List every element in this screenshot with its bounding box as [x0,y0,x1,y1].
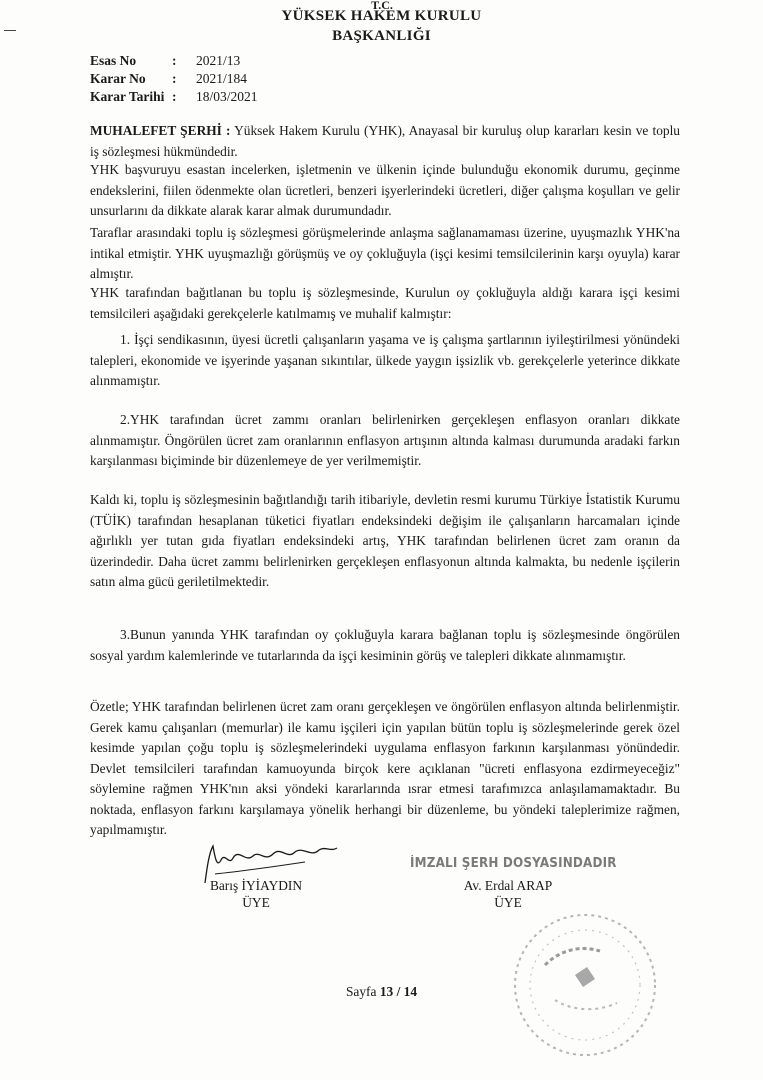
dissent-heading: MUHALEFET ŞERHİ : [90,123,231,138]
paragraph-evaluation: YHK başvuruyu esastan incelerken, işletmenin ve ülkenin içinde bulunduğu ekonomik durumu, geçinme endekslerini, fiilen ödenmekte olan ücretleri, benzeri işyerlerindeki ücretleri, diğer çalışma koşulları ve gelir unsurlarını da dikkate alarak karar almak durumundadır. [90,162,680,218]
meta-separator: : [172,53,177,68]
signatory-role: ÜYE [242,895,270,910]
page-number: 13 / 14 [379,984,418,999]
meta-label: Esas No [90,53,137,68]
signatory-name: Barış İYİAYDIN [209,878,303,893]
signature-block-1 [196,877,316,911]
meta-separator: : [172,71,177,86]
list-item-1: 1. İşçi sendikasının, üyesi ücretli çalışanların yaşama ve iş çalışma şartlarının iyileştirilmesi yönündeki talepleri, ekonomide ve işyerinde yaşanan sıkıntılar, ülkede yaygın işsizlik vb. gerekçelerle yeterince dikkate alınmamıştır. [90,332,680,388]
paragraph-objection: YHK tarafından bağıtlanan bu toplu iş sözleşmesinde, Kurulun oy çokluğuyla aldığı karara işçi kesimi temsilcileri aşağıdaki gerekçelerle katılmamış ve muhalif kalmıştır: [90,285,680,321]
page-label: Sayfa [345,984,377,999]
paragraph-summary: Özetle; YHK tarafından belirlenen ücret zam oranı gerçekleşen ve öngörülen enflasyon altında belirlenmiştir. Gerek kamu çalışanları (memurlar) ile kamu işçileri için yapılan bütün toplu iş sözleşmelerinde gerek özel kesimde yapılan çoğu toplu iş sözleşmelerindeki uygulama enflasyon farkının karşılanması yönündedir. Devlet temsilcileri tarafından kamuoyunda birçok kere açıklanan "ücreti enflasyona ezdirmeyeceğiz" söylemine rağmen YHK'nın aksi yöndeki kararlarında ısrar etmesi tarafımızca anlaşılamamaktadır. Bu noktada, enflasyon farkını karşılamaya yönelik herhangi bir düzenleme, bu yöndeki taleplerimize rağmen, yapılmamıştır. [90,699,680,837]
paragraph-inflation: Kaldı ki, toplu iş sözleşmesinin bağıtlandığı tarih itibariyle, devletin resmi kurumu Türkiye İstatistik Kurumu (TÜİK) tarafından hesaplanan tüketici fiyatları endeksindeki değişim ile çalışanların harcamaları içinde ağırlıklı yer tutan gıda fiyatları endeksindeki artış, YHK tarafından belirlenen ücret zam oranın da üzerindedir. Daha ücret zammı belirlenirken gerçekleşen enflasyonun altında kalmakta, bu nedenle işçilerin satın alma gücü geriletilmektedir. [90,492,680,589]
dissent-intro-text: Yüksek Hakem Kurulu (YHK), Anayasal bir kuruluş olup kararları kesin ve toplu iş sözleşmesi hükmündedir. [90,123,681,159]
header-subtitle: BAŞKANLIĞI [332,28,431,44]
paragraph-dispute: Taraflar arasındaki toplu iş sözleşmesi görüşmelerinde anlaşma sağlanamaması üzerine, uyuşmazlık YHK'na intikal etmiştir. YHK uyuşmazlığı görüşmüş ve oy çokluğuyla (işçi kesimi temsilcilerinin karşı oyuyla) karar almıştır. [90,225,680,281]
meta-row-tarih [90,88,258,106]
header-tc: T.C. [371,0,393,12]
meta-label: Karar Tarihi [90,89,165,104]
scan-mark [4,30,16,31]
meta-separator: : [172,89,177,104]
page-footer [0,984,763,1000]
signed-note-stamp: İMZALI ŞERH DOSYASINDADIR [410,856,617,871]
meta-value: 18/03/2021 [196,89,258,104]
signatory-name: Av. Erdal ARAP [463,878,553,893]
meta-value: 2021/184 [196,71,248,86]
paragraph-dissent-intro [90,121,680,162]
list-item-3: 3.Bunun yanında YHK tarafından oy çokluğuyla karara bağlanan toplu iş sözleşmesinde öngörülen sosyal yardım kalemlerinde ve tutarlarında da işçi kesiminin görüş ve talepleri dikkate alınmamıştır. [90,627,680,663]
meta-row-karar [90,70,258,88]
header-title: YÜKSEK HAKEM KURULU [281,8,482,24]
case-meta [90,52,258,106]
meta-row-esas [90,52,258,70]
signatory-role: ÜYE [494,895,522,910]
meta-value: 2021/13 [196,53,241,68]
meta-label: Karar No [90,71,146,86]
list-item-2: 2.YHK tarafından ücret zammı oranları belirlenirken gerçekleşen enflasyon oranları dikkate alınmamıştır. Öngörülen ücret zam oranlarının enflasyon artışının altında kalması durumunda aradaki farkın karşılanması biçiminde bir düzenlemeye de yer verilmemiştir. [90,412,680,468]
